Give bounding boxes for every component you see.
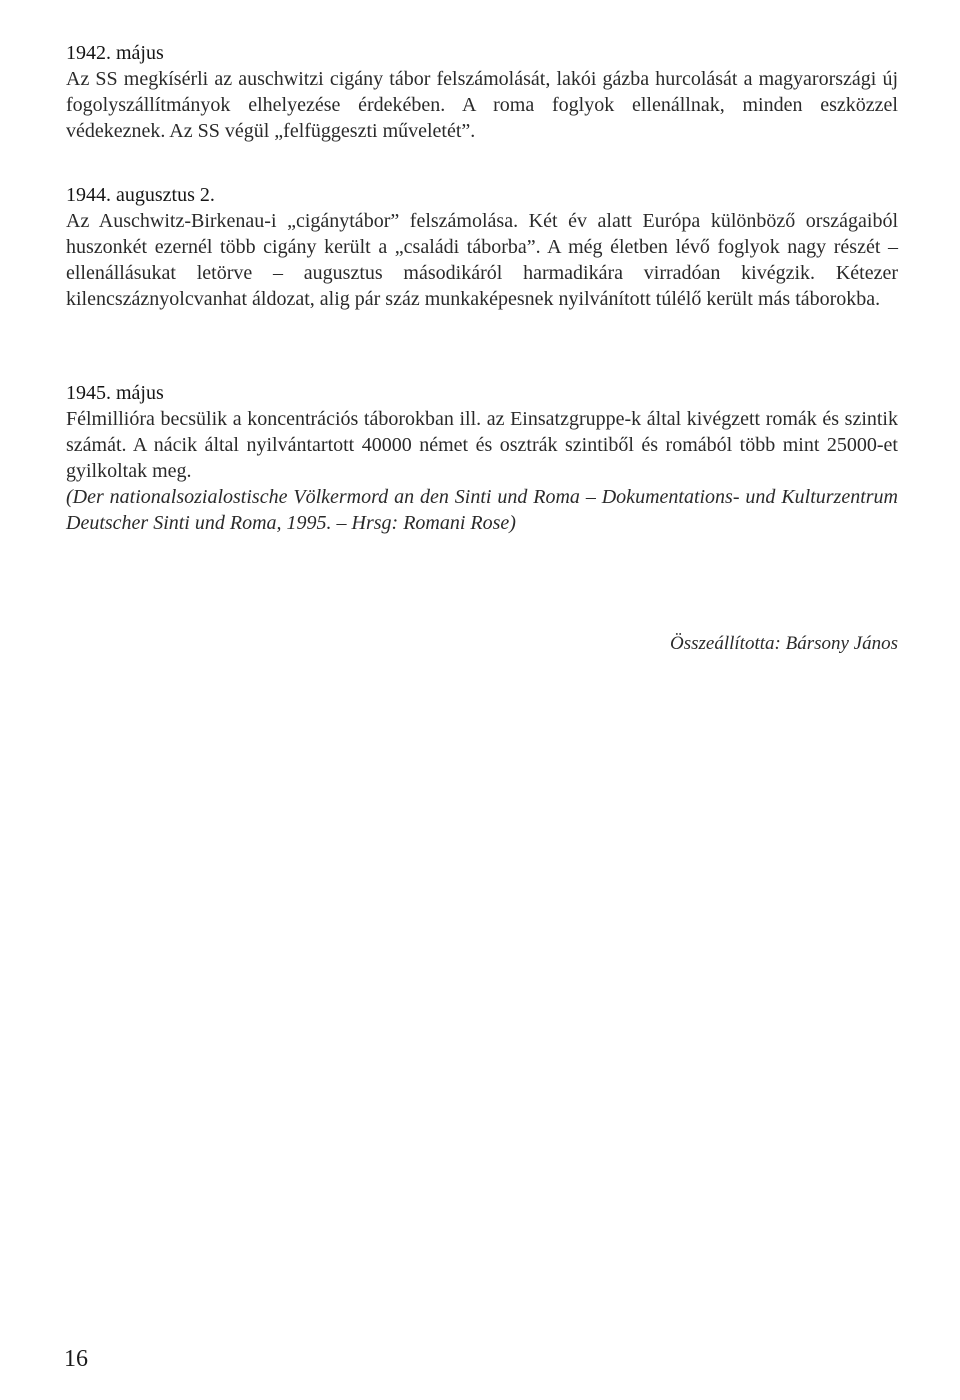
entry-date: 1944. augusztus 2. (66, 184, 215, 206)
compiler-signature: Összeállította: Bársony János (670, 633, 898, 654)
entry-text: Az Auschwitz-Birkenau-i „cigánytábor” felszámolása. Két év alatt Európa különböző országaiból huszonkét ezernél több cigány került a „családi táborba”. A még életben lévő foglyok nagy részét – ellenállásukat letörve – augusztus másodikáról harmadikára virradóan kivégzik. Kétezer kilencszáznyolcvanhat áldozat, alig pár száz munkaképesnek nyilvánított túlélő került más táborokba. (66, 210, 898, 310)
chronology-entry-1945 (66, 380, 898, 536)
entry-text: Félmillióra becsülik a koncentrációs táborokban ill. az Einsatzgruppe-k által kivégzett romák és szintik számát. A nácik által nyilvántartott 40000 német és osztrák szintiből és romából több mint 25000-et gyilkoltak meg. (66, 408, 898, 482)
chronology-entry-1944 (66, 182, 898, 312)
chronology-entry-1942 (66, 40, 898, 144)
entry-text: Az SS megkísérli az auschwitzi cigány tábor felszámolását, lakói gázba hurcolását a magyarországi új fogolyszállítmányok elhelyezése érdekében. A roma foglyok ellenállnak, minden eszközzel védekeznek. Az SS végül „felfüggeszti műveletét”. (66, 68, 898, 142)
source-citation: (Der nationalsozialostische Völkermord an den Sinti und Roma – Dokumentations- und Kulturzentrum Deutscher Sinti und Roma, 1995. – Hrsg: Romani Rose) (66, 486, 898, 534)
page-number: 16 (64, 1346, 88, 1372)
entry-date: 1945. május (66, 382, 164, 404)
entry-date: 1942. május (66, 42, 164, 64)
